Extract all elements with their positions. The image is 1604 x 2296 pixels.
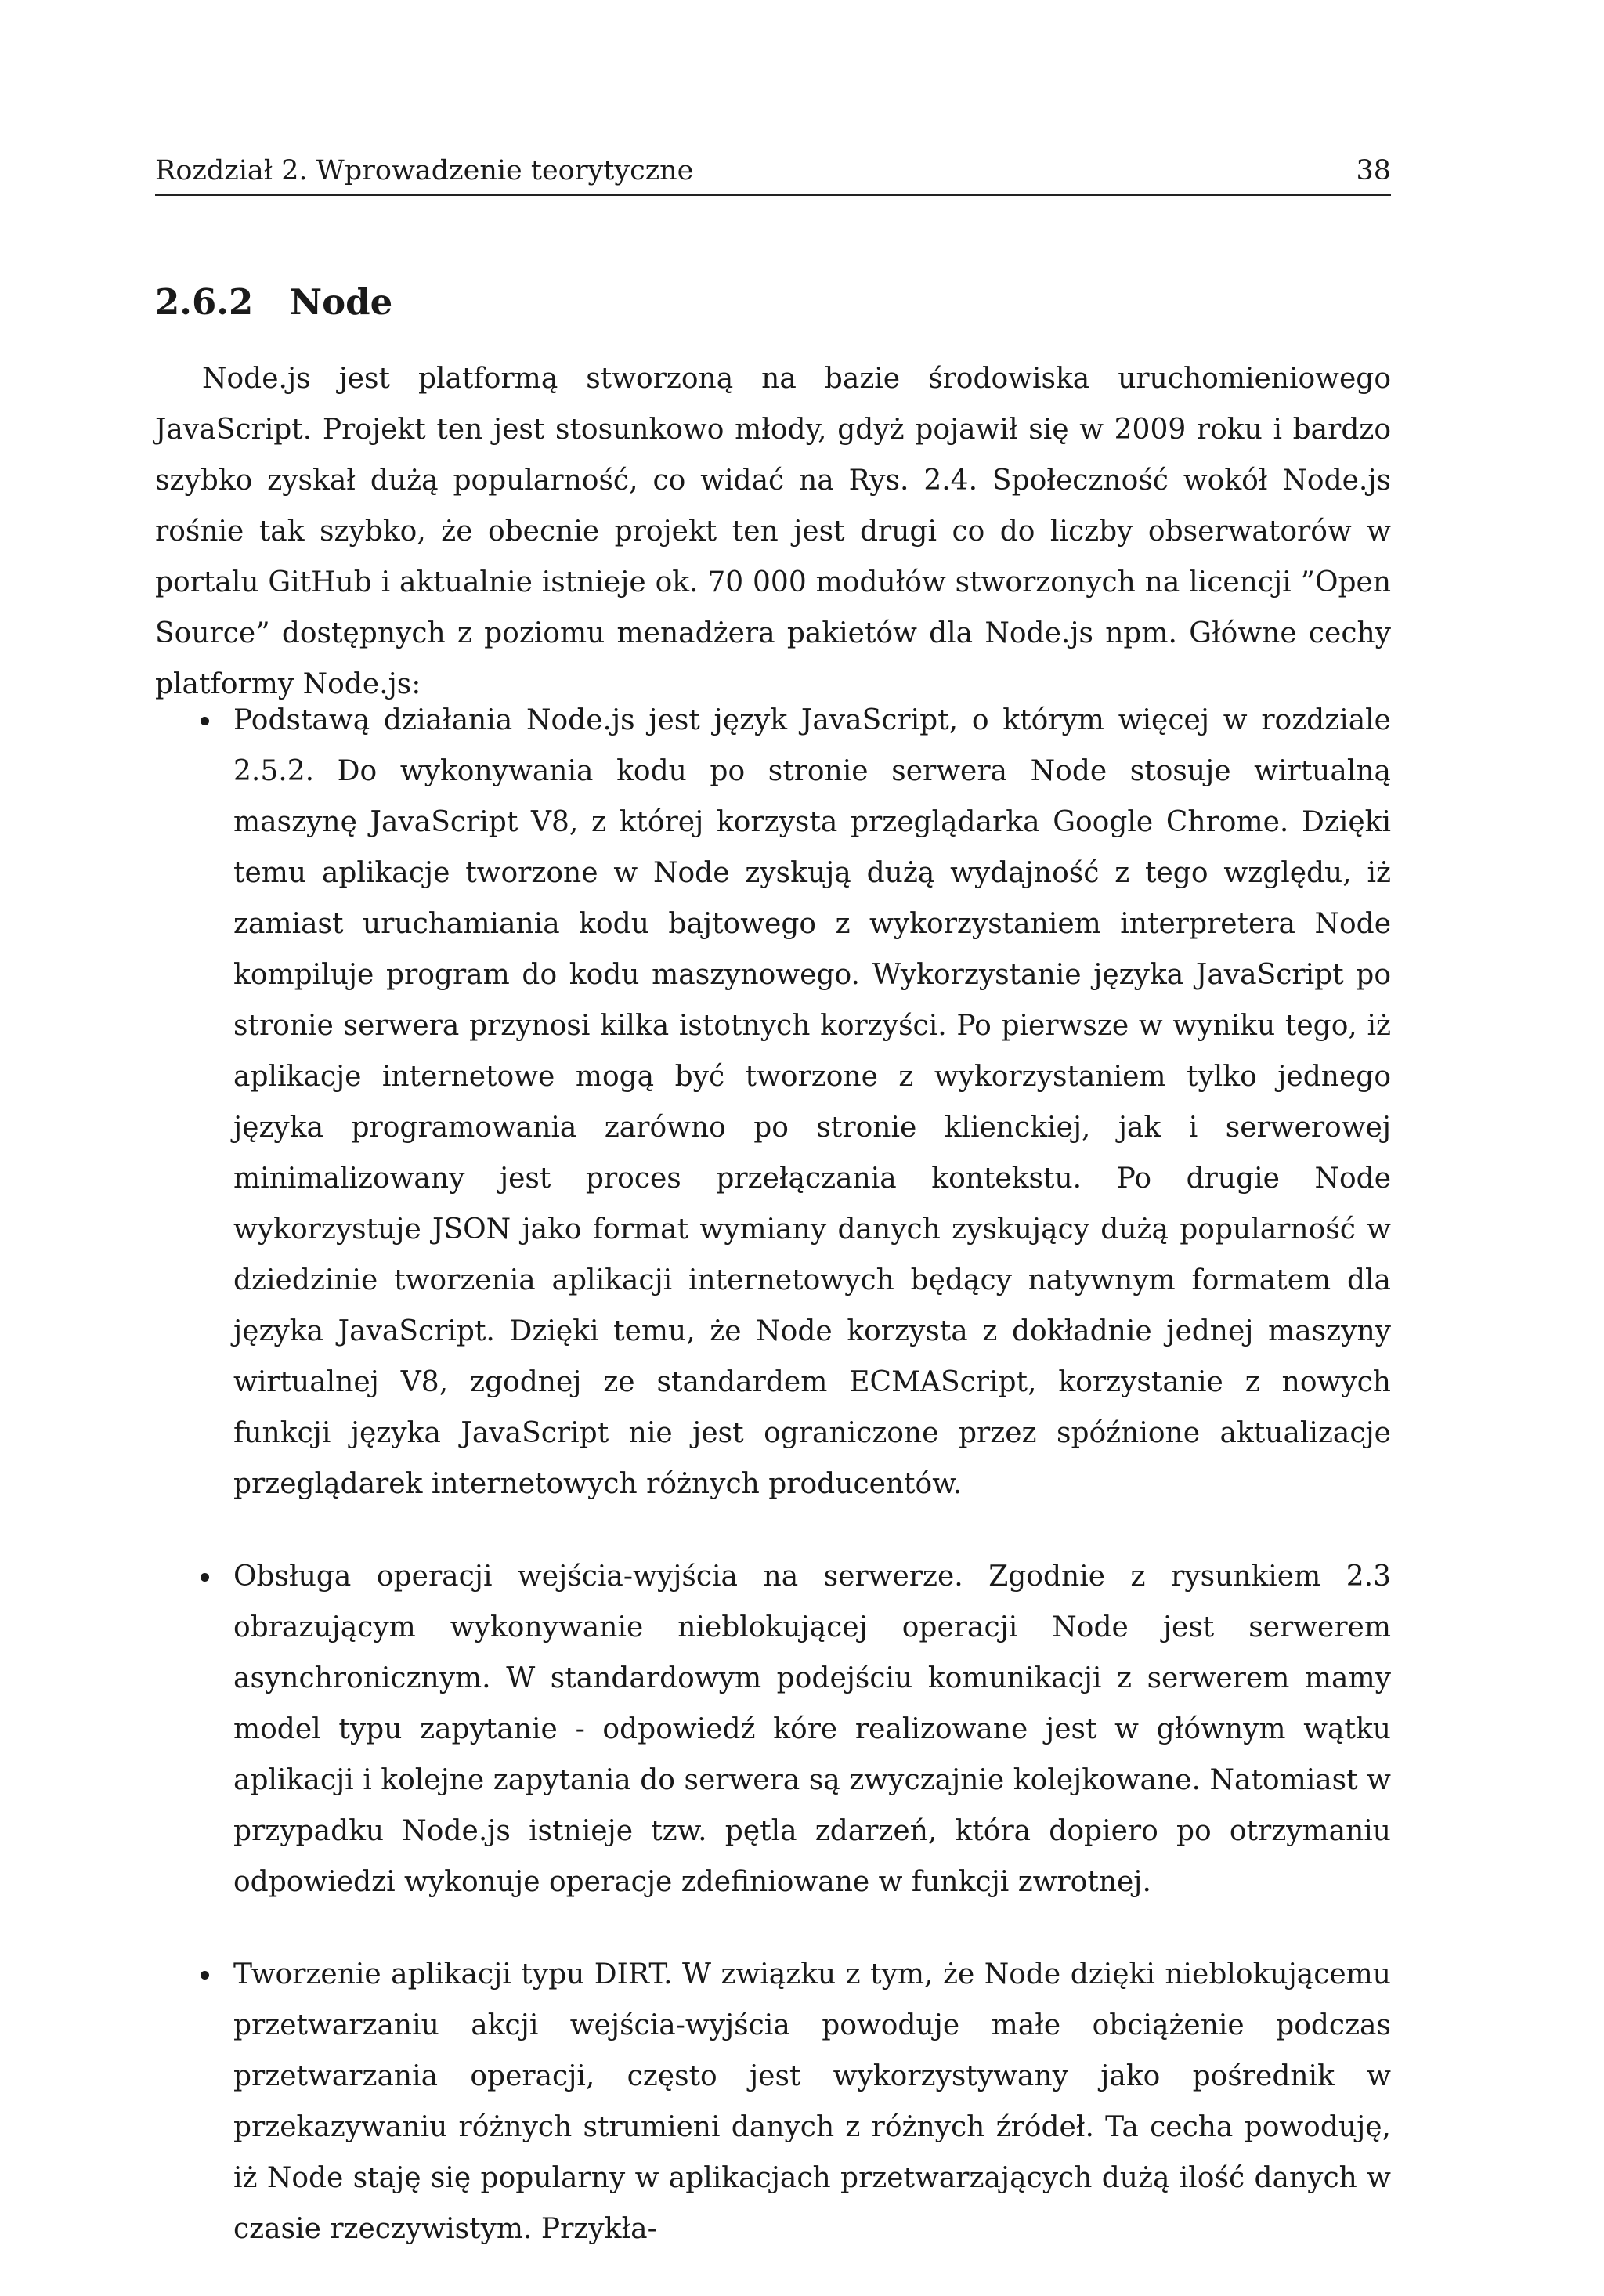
chapter-title: Rozdział 2. Wprowadzenie teorytyczne: [155, 155, 694, 186]
document-page: [155, 0, 1391, 2269]
running-header: [155, 154, 1391, 196]
page-number: 38: [1356, 155, 1391, 186]
list-item: [155, 1551, 1391, 1907]
list-item: [155, 695, 1391, 1510]
list-item-text: Obsługa operacji wejścia-wyjścia na serwerze. Zgodnie z rysunkiem 2.3 obrazującym wykonywanie nieblokującej operacji Node jest serwerem asynchronicznym. W standardowym podejściu komunikacji z serwerem mamy model typu zapytanie - odpowiedź kóre realizowane jest w głównym wątku aplikacji i kolejne zapytania do serwera są zwyczajnie kolejkowane. Natomiast w przypadku Node.js istnieje tzw. pętla zdarzeń, która dopiero po otrzymaniu odpowiedzi wykonuje operacje zdefiniowane w funkcji zwrotnej.: [233, 1560, 1391, 1898]
list-item: [155, 1949, 1391, 2254]
list-item-text: Tworzenie aplikacji typu DIRT. W związku z tym, że Node dzięki nieblokującemu przetwarzaniu akcji wejścia-wyjścia powoduje małe obciążenie podczas przetwarzania operacji, często jest wykorzystywany jako pośrednik w przekazywaniu różnych strumieni danych z różnych źródeł. Ta cecha powoduję, iż Node staję się popularny w aplikacjach przetwarzających dużą ilość danych w czasie rzeczywistym. Przykła-: [233, 1958, 1391, 2245]
feature-list: [155, 695, 1391, 2296]
list-item-text: Podstawą działania Node.js jest język JavaScript, o którym więcej w rozdziale 2.5.2. Do wykonywania kodu po stronie serwera Node stosuje wirtualną maszynę JavaScript V8, z której korzysta przeglądarka Google Chrome. Dzięki temu aplikacje tworzone w Node zyskują dużą wydajność z tego względu, iż zamiast uruchamiania kodu bajtowego z wykorzystaniem interpretera Node kompiluje program do kodu maszynowego. Wykorzystanie języka JavaScript po stronie serwera przynosi kilka istotnych korzyści. Po pierwsze w wyniku tego, iż aplikacje internetowe mogą być tworzone z wykorzystaniem tylko jednego języka programowania zarówno po stronie klienckiej, jak i serwerowej minimalizowany jest proces przełączania kontekstu. Po drugie Node wykorzystuje JSON jako format wymiany danych zyskujący dużą popularność w dziedzinie tworzenia aplikacji internetowych będący natywnym formatem dla języka JavaScript. Dzięki temu, że Node korzysta z dokładnie jednej maszyny wirtualnej V8, zgodnej ze standardem ECMAScript, korzystanie z nowych funkcji języka JavaScript nie jest ograniczone przez spóźnione aktualizacje przeglądarek internetowych różnych producentów.: [233, 704, 1391, 1500]
bullet-icon: [200, 717, 209, 725]
bullet-icon: [200, 1573, 209, 1582]
section-title: Node: [290, 281, 393, 323]
bullet-icon: [200, 1971, 209, 1980]
section-number: 2.6.2: [155, 281, 254, 323]
intro-paragraph: Node.js jest platformą stworzoną na bazie środowiska uruchomieniowego JavaScript. Projekt ten jest stosunkowo młody, gdyż pojawił się w 2009 roku i bardzo szybko zyskał dużą popularność, co widać na Rys. 2.4. Społeczność wokół Node.js rośnie tak szybko, że obecnie projekt ten jest drugi co do liczby obserwatorów w portalu GitHub i aktualnie istnieje ok. 70 000 modułów stworzonych na licencji ”Open Source” dostępnych z poziomu menadżera pakietów dla Node.js npm. Główne cechy platformy Node.js:: [155, 363, 1391, 700]
section-heading: [155, 279, 1391, 326]
